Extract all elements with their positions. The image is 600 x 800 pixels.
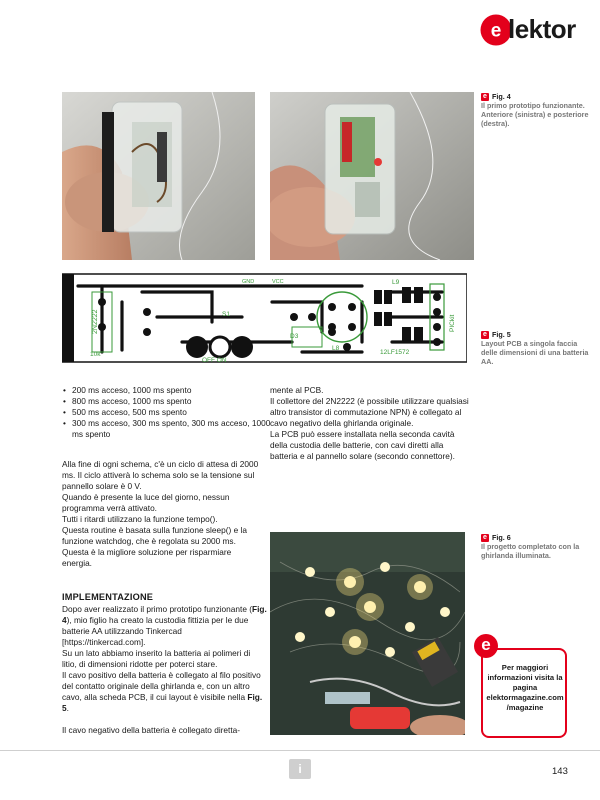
para-col2-pcb: mente al PCB. xyxy=(270,385,324,395)
logo-wordmark: lektor xyxy=(508,14,576,44)
fig4-photo-back xyxy=(270,92,474,260)
list-item: • 300 ms acceso, 300 ms spento, 300 ms acceso, 1000 ms spento xyxy=(62,418,272,440)
fig6-caption-text: Il progetto completato con la ghirlanda illuminata. xyxy=(481,542,580,560)
svg-text:OFF ON: OFF ON xyxy=(202,357,227,364)
fig4-label: e Fig. 4 xyxy=(481,92,589,101)
fig5-label: e Fig. 5 xyxy=(481,330,589,339)
fig6-photo-garland xyxy=(270,532,465,735)
para-negative-cable: Il cavo negativo della batteria è collegato diretta- xyxy=(62,725,241,735)
info-icon: i xyxy=(289,759,311,779)
page-number: 143 xyxy=(552,766,568,777)
fig5-caption xyxy=(481,330,589,366)
fig5-pcb-layout xyxy=(62,272,467,364)
svg-text:L9: L9 xyxy=(392,279,400,286)
list-item: • 800 ms acceso, 1000 ms spento xyxy=(62,396,272,407)
figure-marker-icon: e xyxy=(481,534,489,542)
list-item: • 500 ms acceso, 500 ms spento xyxy=(62,407,272,418)
para-positive-cable: Il cavo positivo della batteria è collegato al filo positivo del contatto originale della ghirlanda e, con un altro cavo, alla scheda PCB, il cui layout è visibile nella Fig. 5. xyxy=(62,670,263,713)
svg-text:GND: GND xyxy=(242,279,255,285)
svg-text:10k: 10k xyxy=(90,351,101,358)
section-heading: IMPLEMENTAZIONE xyxy=(62,592,154,602)
list-item: • 200 ms acceso, 1000 ms spento xyxy=(62,385,272,396)
svg-text:2N2222: 2N2222 xyxy=(92,309,99,334)
svg-text:PICkit: PICkit xyxy=(449,314,456,332)
para-daylight: Quando è presente la luce del giorno, nessun programma verrà attivato. xyxy=(62,492,230,513)
elektor-badge-icon: e xyxy=(474,634,498,658)
svg-text:S1: S1 xyxy=(222,311,230,318)
figure-marker-icon: e xyxy=(481,331,489,339)
para-wait-cycle: Alla fine di ogni schema, c'è un ciclo di attesa di 2000 ms. Il ciclo attiverà lo schema solo se la tensione sul pannello solare è 0 V. xyxy=(62,459,259,491)
para-col2-install: La PCB può essere installata nella seconda cavità della custodia delle batterie, con cavi diretti alla batteria e al pannello solare (secondo connettore). xyxy=(270,429,455,461)
fig4-caption-text: Il primo prototipo funzionante. Anteriore (sinistra) e posteriore (destra). xyxy=(481,101,589,128)
fig4-photo-front xyxy=(62,92,255,260)
svg-text:VCC: VCC xyxy=(272,279,284,285)
svg-text:12LF1572: 12LF1572 xyxy=(380,349,410,356)
para-battery-side: Su un lato abbiamo inserito la batteria ai polimeri di litio, di dimensioni ridotte per poterci stare. xyxy=(62,648,251,669)
figure-marker-icon: e xyxy=(481,93,489,101)
info-box-text[interactable]: Per maggiori informazioni visita la pagina elektormagazine.com /magazine xyxy=(486,663,564,712)
para-delays: Tutti i ritardi utilizzano la funzione tempo(). xyxy=(62,514,218,524)
para-col2-collector: Il collettore del 2N2222 (è possibile utilizzare qualsiasi altro transistor di commutazione NPN) è collegato al cavo negativo della ghirlanda originale. xyxy=(270,396,469,428)
svg-text:D3: D3 xyxy=(290,333,299,340)
para-sleep: Questa routine è basata sulla funzione sleep() e la funzione watchdog, che è regolata su 2000 ms. Questa è la migliore soluzione per risparmiare energia. xyxy=(62,525,247,568)
footer-divider xyxy=(0,750,600,751)
svg-text:e: e xyxy=(490,20,502,42)
fig5-caption-text: Layout PCB a singola faccia delle dimensioni di una batteria AA. xyxy=(481,339,589,366)
para-prototype: Dopo aver realizzato il primo prototipo funzionante (Fig. 4), mio figlio ha creato la custodia fittizia per le due batterie AA utilizzando Tinkercad [https://tinkercad.com]. xyxy=(62,604,267,647)
fig4-caption xyxy=(481,92,589,128)
fig6-caption xyxy=(481,533,589,560)
svg-text:L8: L8 xyxy=(332,345,340,352)
timing-list xyxy=(62,385,272,440)
fig6-label: e Fig. 6 xyxy=(481,533,589,542)
